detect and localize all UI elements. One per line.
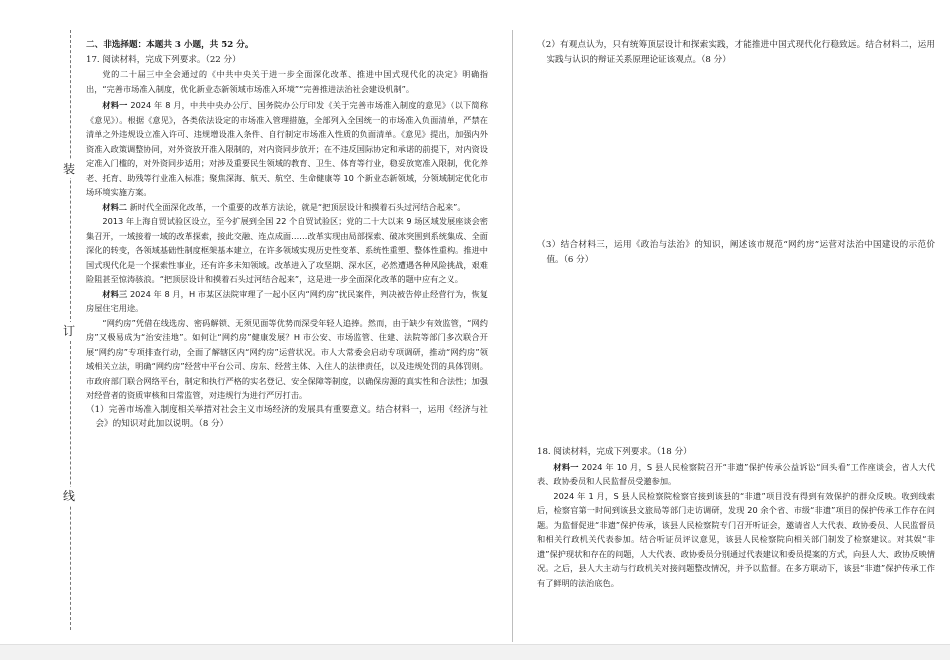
q17-stem: 17. 阅读材料，完成下列要求。（22 分）: [86, 54, 241, 65]
binding-label-ding: 订: [63, 324, 76, 338]
q17-material-3-body: “网约房”凭借在线选房、密码解锁、无须见面等优势而深受年轻人追捧。然而，由于缺少有效监管，“网约房”又极易成为“治安洼地”。如何让“网约房”健康发展？H 市公安、市场监管、住建、法院等部门多次联合开展“网约房”专项排查行动，全面了解辖区内“网约房”运营状况。市人大常委会启动专项调研，推动“网约房”领域相关立法，明确“网约房”经营中平台公司、房东、经营主体、入住人的法律责任，以及违规处罚的具体罚则。市政府部门联合网络平台，制定和执行严格的实名登记、安全保障等制度，以确保房源的真实性和合法性；加强对经营者的资质审核和日常监管，对违规行为进行严厉打击。: [86, 317, 488, 400]
left-column: [86, 38, 488, 432]
q17-material-3-text: 2024 年 8 月，H 市某区法院审理了一起小区内“网约房”扰民案件，判决被告停止经营行为，恢复房屋住宅用途。: [86, 288, 488, 313]
column-divider: [512, 30, 513, 642]
q17-intro: 党的二十届三中全会通过的《中共中央关于进一步全面深化改革、推进中国式现代化的决定》明确指出，“完善市场准入制度，优化新业态新领域市场准入环境”“完善推进法治社会建设机制”。: [86, 69, 488, 94]
q17-sub-question-1: （1）完善市场准入制度相关举措对社会主义市场经济的发展具有重要意义。结合材料一，运用《经济与社会》的知识对此加以说明。（8 分）: [86, 404, 488, 429]
q17-material-2-body: 2013 年上海自贸试验区设立，至今扩展到全国 22 个自贸试验区；党的二十大以来 9 场区域发展座谈会密集召开，一域接着一域的改革探索，接此交融、连点成面……改革实现由局部探索、破冰突围到系统集成、全面深化的转变，各领域基础性制度框架基本建立，在许多领域实现历史性变革、系统性重塑、整体性重构。推进中国式现代化是一个探索性事业，还有许多未知领域。改革进入了攻坚期、深水区，必然遭遇各种风险挑战，艰难险阻甚至惊涛骇浪。“把顶层设计和摸着石头过河结合起来”，这是进一步全面深化改革的题中应有之义。: [86, 216, 488, 284]
q18-material-1-label: 材料一: [553, 461, 579, 472]
q17-material-2: [86, 200, 488, 215]
q18-material-1: [537, 460, 935, 489]
q17-sub-question-2: （2）有观点认为，只有统筹顶层设计和探索实践，才能推进中国式现代化行稳致远。结合材料二，运用实践与认识的辩证关系原理论证该观点。（8 分）: [537, 40, 935, 65]
q17-material-1: [86, 98, 488, 200]
q18-stem: 18. 阅读材料，完成下列要求。（18 分）: [537, 447, 692, 457]
q17-material-1-text: 2024 年 8 月，中共中央办公厅、国务院办公厅印发《关于完善市场准入制度的意见》（以下简称《意见》）。根据《意见》，各类依法设定的市场准入管理措施，全部列入全国统一的市场准入负面清单，严禁在清单之外违规设立准入许可、违规增设准入条件、自行制定市场准入性质的负面清单。《意见》提出，加强内外资准入政策调整协同，对外资放开准入限制的，对内资同步放开；在不违反国际协定和承诺的前提下，对内资设定准入门槛的，对外资同步适用；对涉及重要民生领域的教育、卫生、体育等行业，稳妥放宽准入限制，优化养老、托育、助残等行业准入标准；聚焦深海、航天、航空、生命健康等 10 个新业态新领域，分领域制定优化市场环境实施方案。: [86, 100, 488, 197]
binding-label-xian: 线: [63, 489, 76, 503]
q17-material-2-label: 材料二: [102, 201, 127, 212]
q17-sub-question-3: （3）结合材料三，运用《政治与法治》的知识，阐述该市规范“网约房”运营对法治中国建设的示范价值。（6 分）: [537, 240, 935, 265]
page-bottom-edge: [0, 644, 950, 660]
q17-material-1-label: 材料一: [102, 100, 128, 110]
q18-material-1-text: 2024 年 10 月，S 县人民检察院召开“非遗”保护传承公益诉讼“回头看”工作座谈会，省人大代表、政协委员和人民监督员受邀参加。: [537, 461, 935, 486]
binding-label-zhuang: 装: [63, 162, 76, 176]
q17-material-3-label: 材料三: [102, 288, 128, 299]
section-heading: 二、非选择题：本题共 3 小题，共 52 分。: [86, 40, 254, 50]
right-column: [537, 38, 935, 590]
q17-material-2-text: 新时代全面深化改革，一个重要的改革方法论，就是“把顶层设计和摸着石头过河结合起来”。: [129, 201, 466, 212]
q18-material-1-body: 2024 年 1 月，S 县人民检察院检察官接到该县的“非遗”项目没有得到有效保护的群众反映。收到线索后，检察官第一时间到该县文旅局等部门走访调研，发现 20 余个省、市级“非遗”项目的保护传承工作存在问题。为监督促进“非遗”保护传承，该县人民检察院专门召开听证会，邀请省人大代表、政协委员、人民监督员和相关行政机关代表参加。结合听证员评议意见，该县人民检察院向相关部门制发了检察建议。对其娱“非遗”保护现状和存在的问题，人大代表、政协委员分别通过代表建议和委员提案的方式，向县人大、政协反映情况。之后，县人大主动与行政机关对接问题整改情况，并予以监督。在多方联动下，该县“非遗”保护传承工作有了鲜明的法治底色。: [537, 490, 935, 588]
q17-material-3: [86, 287, 488, 316]
